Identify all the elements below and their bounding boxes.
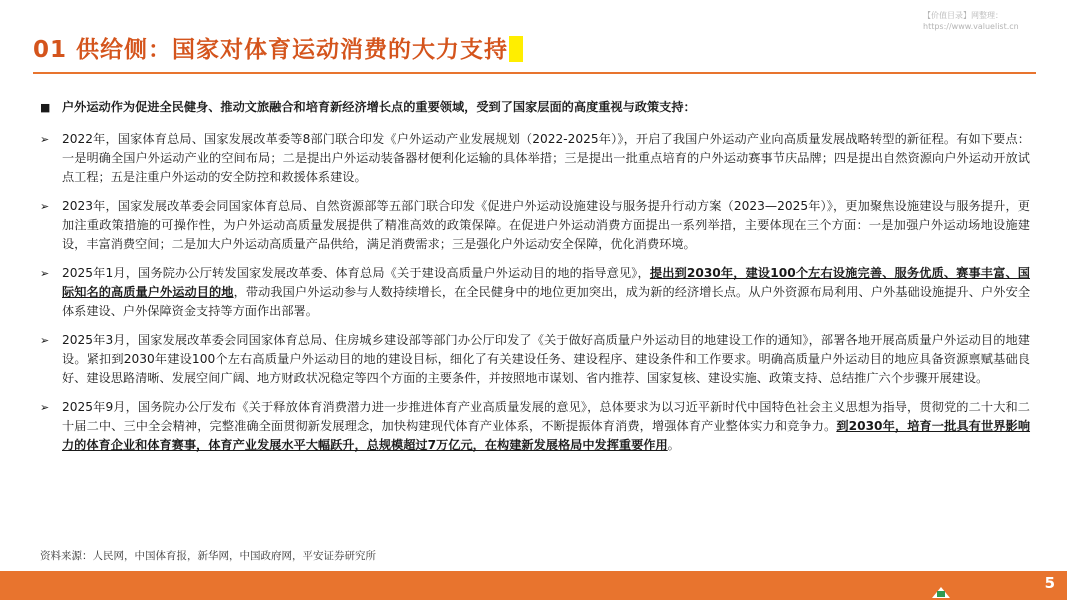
page-title bbox=[33, 31, 523, 64]
list-item-text: 2023年，国家发展改革委会同国家体育总局、自然资源部等五部门联合印发《促进户外运动设施建设与服务提升行动方案（2023—2025年）》，更加聚焦设施建设与服务提升，更加注重政策措施的可操作性，为户外运动高质量发展提供了精准高效的政策保障。在促进户外运动消费方面提出一系列举措，主要体现在三个方面：一是加强户外运动场地设施建设，丰富消费空间；二是加大户外运动高质量产品供给，满足消费需求；三是强化户外运动安全保障，优化消费环境。 bbox=[62, 199, 1030, 251]
logo-icon-inner bbox=[937, 591, 945, 597]
list-item bbox=[40, 197, 1030, 254]
list-item bbox=[40, 130, 1030, 187]
lead-text: 户外运动作为促进全民健身、推动文旅融合和培育新经济增长点的重要领域，受到了国家层面的高度重视与政策支持： bbox=[62, 100, 696, 114]
arrow-bullet-icon: ➢ bbox=[40, 401, 50, 414]
policy-list bbox=[40, 130, 1030, 465]
list-item bbox=[40, 398, 1030, 455]
list-item bbox=[40, 264, 1030, 321]
page-number: 5 bbox=[1044, 574, 1055, 592]
lead-statement bbox=[40, 99, 1040, 116]
footer-bar bbox=[0, 571, 1067, 600]
page-title-text: 01 供给侧：国家对体育运动消费的大力支持 bbox=[33, 37, 509, 63]
square-bullet-icon: ■ bbox=[40, 101, 51, 114]
list-item-text: 2025年3月，国家发展改革委会同国家体育总局、住房城乡建设部等部门办公厅印发了《关于做好高质量户外运动目的地建设工作的通知》，部署各地开展高质量户外运动目的地建设。紧扣到2030年建设100个左右高质量户外运动目的地的建设目标，细化了有关建设任务、建设程序、建设条件和工作要求。明确高质量户外运动目的地应具备资源禀赋基础良好、建设思路清晰、发展空间广阔、地方财政状况稳定等四个方面的主要条件，并按照地市谋划、省内推荐、国家复核、建设实施、政策支持、总结推广六个步骤开展建设。 bbox=[62, 333, 1030, 385]
list-item-emphasis: 提出到2030年，建设100个左右设施完善、服务优质、赛事丰富、国际知名的高质量户外运动目的地 bbox=[62, 266, 1030, 299]
list-item-emphasis: 到2030年，培育一批具有世界影响力的体育企业和体育赛事，体育产业发展水平大幅跃升，总规模超过7万亿元，在构建新发展格局中发挥重要作用 bbox=[62, 419, 1031, 452]
title-highlight-mark bbox=[509, 36, 523, 62]
watermark bbox=[923, 10, 1053, 32]
list-item bbox=[40, 331, 1030, 388]
watermark-url: https://www.valuelist.cn bbox=[923, 22, 1019, 31]
title-divider bbox=[33, 72, 1036, 74]
watermark-line1: 【价值目录】网整理： bbox=[923, 11, 1003, 20]
arrow-bullet-icon: ➢ bbox=[40, 267, 50, 280]
arrow-bullet-icon: ➢ bbox=[40, 334, 50, 347]
list-item-text-post: ，带动我国户外运动参与人数持续增长，在全民健身中的地位更加突出，成为新的经济增长点。从户外资源布局利用、户外基础设施提升、户外安全体系建设、户外保障资金支持等方面作出部署。 bbox=[62, 285, 1031, 318]
arrow-bullet-icon: ➢ bbox=[40, 200, 50, 213]
arrow-bullet-icon: ➢ bbox=[40, 133, 50, 146]
list-item-text-post: 。 bbox=[667, 438, 680, 452]
list-item-text-pre: 2025年9月，国务院办公厅发布《关于释放体育消费潜力进一步推进体育产业高质量发展的意见》，总体要求为以习近平新时代中国特色社会主义思想为指导，贯彻党的二十大和二十届二中、三中全会精神，完整准确全面贯彻新发展理念，加快构建现代体育产业体系，不断提振体育消费，增强体育产业整体实力和竞争力。 bbox=[62, 400, 1030, 433]
list-item-text: 2022年，国家体育总局、国家发展改革委等8部门联合印发《户外运动产业发展规划（2022-2025年）》，开启了我国户外运动产业向高质量发展战略转型的新征程。有如下要点：一是明确全国户外运动产业的空间布局；二是提出户外运动装备器材便利化运输的具体举措；三是提出一批重点培育的户外运动赛事节庆品牌；四是提出自然资源向户外运动开放试点工程；五是注重户外运动的安全防控和救援体系建设。 bbox=[62, 132, 1030, 184]
list-item-text bbox=[62, 398, 1030, 455]
source-note: 资料来源：人民网，中国体育报，新华网，中国政府网，平安证券研究所 bbox=[40, 550, 376, 562]
list-item-text bbox=[62, 264, 1030, 321]
list-item-text-pre: 2025年1月，国务院办公厅转发国家发展改革委、体育总局《关于建设高质量户外运动目的地的指导意见》， bbox=[62, 266, 650, 280]
